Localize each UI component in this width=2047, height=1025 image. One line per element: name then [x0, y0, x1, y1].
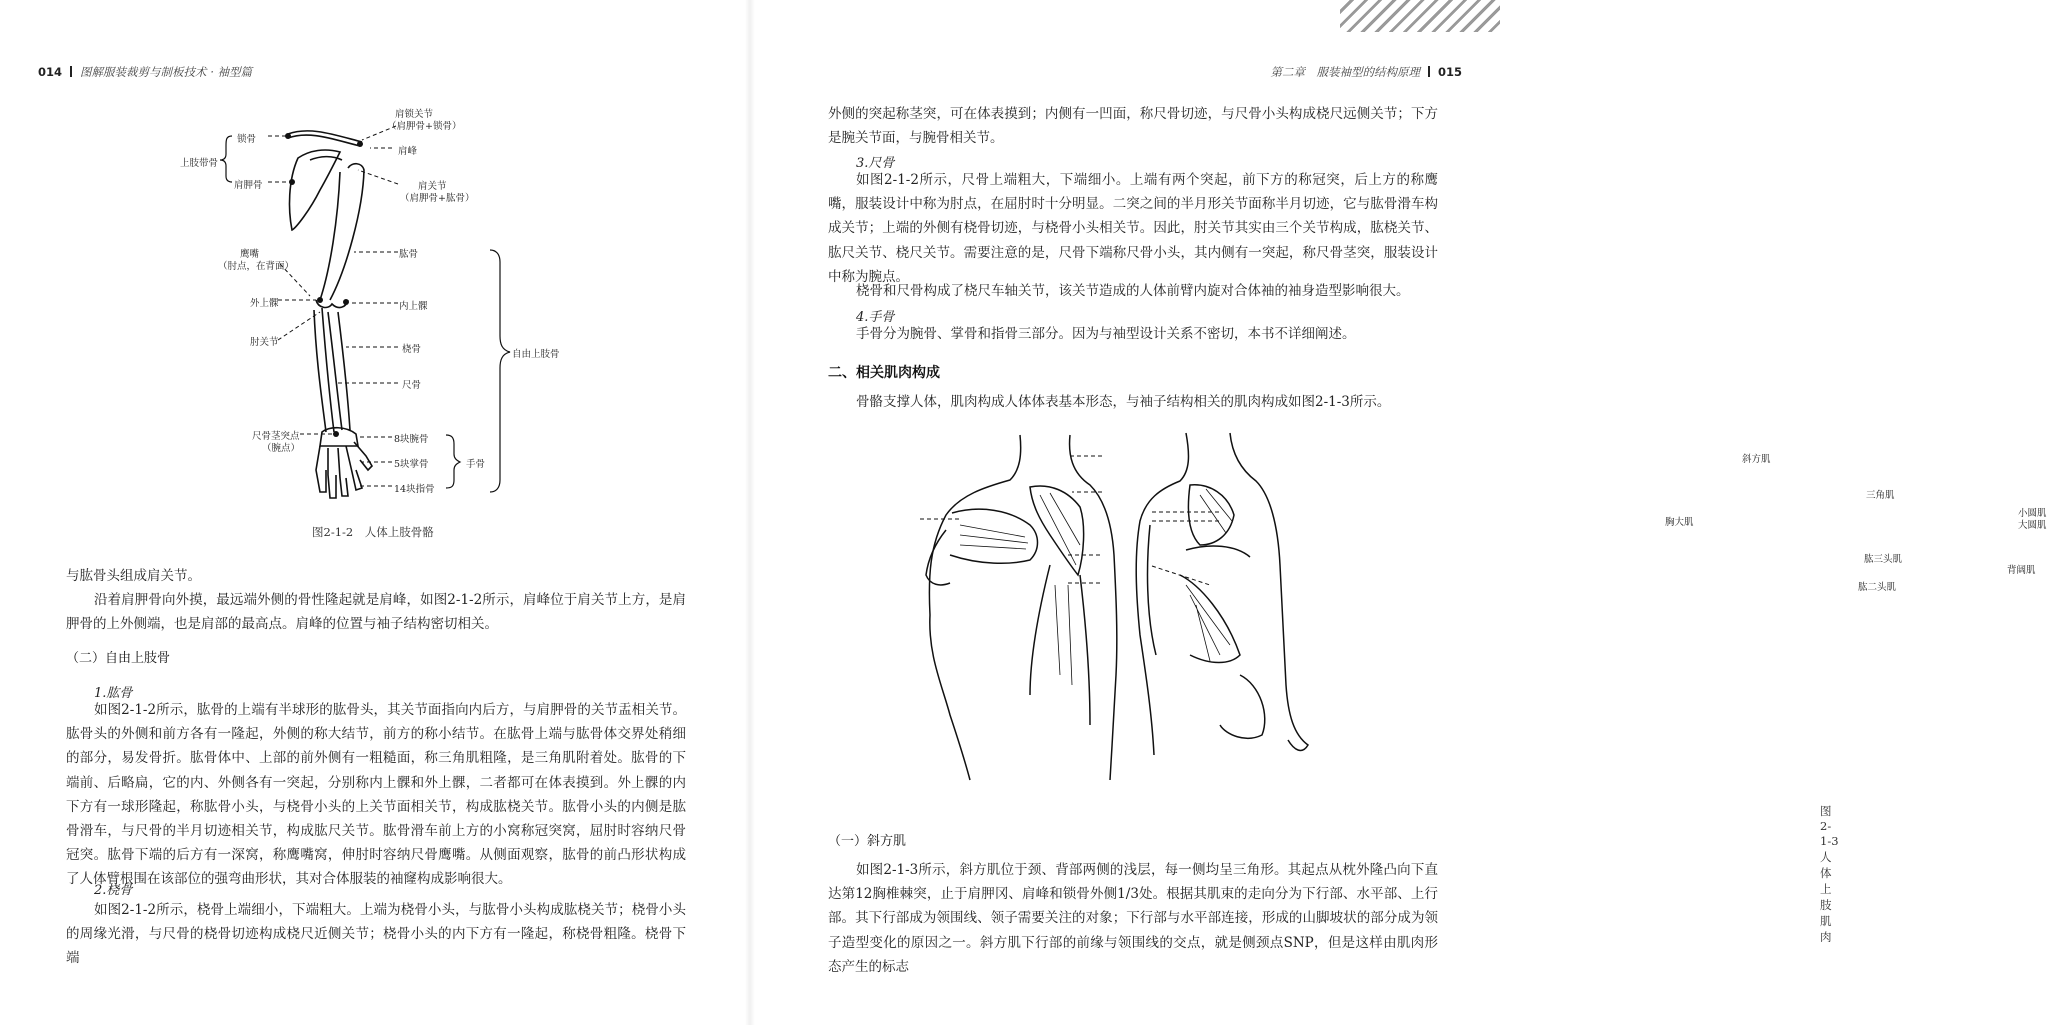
paragraph: 桡骨和尺骨构成了桡尺车轴关节，该关节造成的人体前臂内旋对合体袖的袖身造型影响很大。 — [856, 283, 1410, 299]
paragraph: 如图2-1-2所示，肱骨的上端有半球形的肱骨头，其关节面指向内后方，与肩胛骨的关节盂相关节。肱骨头的外侧和前方各有一隆起，外侧的称大结节，前方的称小结节。在肱骨上端与肱骨体交界处稍细的部分，易发骨折。肱骨体中、上部的前外侧有一粗糙面，称三角肌粗隆，是三角肌附着处。肱骨的下端前、后略扁，它的内、外侧各有一突起，分别称内上髁和外上髁，二者都可在体表摸到。外上髁的内下方有一球形隆起，称肱骨小头，与桡骨小头的上关节面相关节，构成肱桡关节。肱骨小头的内侧是肱骨滑车，与尺骨的半月切迹相关节，构成肱尺关节。肱骨滑车前上方的小窝称冠突窝，屈肘时容纳尺骨冠突。肱骨下端的后方有一深窝，称鹰嘴窝，伸肘时容纳尺骨鹰嘴。从侧面观察，肱骨的前凸形状构成了人体臂根围在该部位的强弯曲形状，其对合体服装的袖窿构成影响很大。 — [66, 702, 686, 888]
skeleton-drawing — [170, 100, 590, 510]
label-olecranon-sub: （肘点，在背面） — [218, 261, 295, 272]
left-page — [0, 0, 750, 1025]
right-page-number: 015 — [1437, 65, 1462, 79]
label-carpals: 8块腕骨 — [394, 434, 429, 445]
paragraph: 手骨分为腕骨、掌骨和指骨三部分。因为与袖型设计关系不密切，本书不详细阐述。 — [856, 326, 1356, 342]
label-phalanges: 14块指骨 — [394, 484, 435, 495]
label-free-upper-limb: 自由上肢骨 — [512, 349, 560, 360]
label-radius: 桡骨 — [402, 344, 422, 355]
paragraph: 如图2-1-2所示，桡骨上端细小，下端粗大。上端为桡骨小头，与肱骨小头构成肱桡关节；桡骨小头的周缘光滑，与尺骨的桡骨切迹构成桡尺近侧关节；桡骨小头的内下方有一隆起，称桡骨粗隆。桡骨下端 — [66, 902, 686, 967]
label-upper-girdle: 上肢带骨 — [180, 158, 219, 169]
label-trapezius: 斜方肌 — [1742, 454, 1771, 465]
label-shoulder-joint: 肩锁关节 — [395, 109, 434, 120]
paragraph: 与肱骨头组成肩关节。 — [66, 568, 201, 584]
label-clavicle: 锁骨 — [237, 134, 257, 145]
label-deltoid: 三角肌 — [1866, 490, 1895, 501]
header-divider — [1428, 66, 1430, 77]
right-page-header — [1270, 64, 1462, 80]
label-olecranon: 鹰嘴 — [240, 249, 260, 260]
label-metacarpals: 5块掌骨 — [394, 459, 429, 470]
label-humerus: 肱骨 — [399, 249, 419, 260]
figure-caption-muscles: 图2-1-3 人体上肢肌肉 — [1820, 804, 1851, 944]
label-shoulder-joint-sub: （肩胛骨+锁骨） — [387, 121, 462, 132]
label-elbow-joint: 肘关节 — [250, 337, 279, 348]
label-glenohumeral: 肩关节 — [418, 181, 447, 192]
label-glenohumeral-sub: （肩胛骨+肱骨） — [400, 193, 475, 204]
section-heading-free-upper-limb: （二）自由上肢骨 — [66, 651, 171, 666]
label-biceps: 肱二头肌 — [1858, 582, 1897, 593]
label-acromion: 肩峰 — [398, 146, 418, 157]
label-teres-major: 大圆肌 — [2018, 520, 2047, 531]
chapter-title: 第二章 服装袖型的结构原理 — [1270, 65, 1420, 79]
label-ulnar-styloid-sub: （腕点） — [262, 443, 301, 454]
label-pectoralis: 胸大肌 — [1665, 517, 1694, 528]
header-divider — [70, 66, 72, 77]
right-page — [750, 0, 2047, 1025]
paragraph: 外侧的突起称茎突，可在体表摸到；内侧有一凹面，称尺骨切迹，与尺骨小头构成桡尺远侧关节；下方是腕关节面，与腕骨相关节。 — [828, 106, 1438, 147]
subheading-ulna: 3.尺骨 — [856, 156, 895, 171]
section-heading-muscles: 二、相关肌肉构成 — [828, 365, 940, 381]
label-ulna: 尺骨 — [402, 380, 422, 391]
subheading-radius: 2.桡骨 — [94, 883, 133, 898]
paragraph: 骨骼支撑人体，肌肉构成人体体表基本形态，与袖子结构相关的肌肉构成如图2-1-3所示。 — [856, 394, 1391, 410]
header-hatch-decoration — [1340, 0, 1500, 32]
paragraph: 如图2-1-2所示，尺骨上端粗大，下端细小。上端有两个突起，前下方的称冠突，后上方的称鹰嘴，服装设计中称为肘点，在屈肘时十分明显。二突之间的半月形关节面称半月切迹，它与肱骨滑车构成关节；上端的外侧有桡骨切迹，与桡骨小头相关节。因此，肘关节其实由三个关节构成，肱桡关节、肱尺关节、桡尺关节。需要注意的是，尺骨下端称尺骨小头，其内侧有一突起，称尺骨茎突，服装设计中称为腕点。 — [828, 172, 1438, 285]
label-scapula: 肩胛骨 — [234, 180, 263, 191]
label-ulnar-styloid: 尺骨茎突点 — [252, 431, 300, 442]
muscle-drawing — [890, 425, 1370, 785]
left-page-number: 014 — [38, 65, 63, 79]
paragraph: 沿着肩胛骨向外摸，最远端外侧的骨性隆起就是肩峰，如图2-1-2所示，肩峰位于肩关节上方，是肩胛骨的上外侧端，也是肩部的最高点。肩峰的位置与袖子结构密切相关。 — [66, 592, 686, 633]
label-latissimus: 背阔肌 — [2007, 565, 2036, 576]
label-hand-bones: 手骨 — [466, 459, 486, 470]
label-lateral-epicondyle: 外上髁 — [250, 298, 279, 309]
paragraph: 如图2-1-3所示，斜方肌位于颈、背部两侧的浅层，每一侧均呈三角形。其起点从枕外隆凸向下直达第12胸椎棘突，止于肩胛冈、肩峰和锁骨外侧1/3处。根据其肌束的走向分为下行部、水平部、上行部。其下行部成为领围线、领子需要关注的对象；下行部与水平部连接，形成的山脚坡状的部分成为领子造型变化的原因之一。斜方肌下行部的前缘与领围线的交点，就是侧颈点SNP，但是这样由肌肉形态产生的标志 — [828, 862, 1438, 975]
label-teres-minor: 小圆肌 — [2018, 508, 2047, 519]
label-medial-epicondyle: 内上髁 — [399, 301, 428, 312]
left-page-header — [38, 64, 252, 80]
book-title: 图解服装裁剪与制板技术 · 袖型篇 — [80, 65, 252, 79]
figure-caption-skeleton: 图2-1-2 人体上肢骨骼 — [312, 525, 434, 539]
subsection-heading-trapezius: （一）斜方肌 — [828, 834, 907, 849]
subheading-humerus: 1.肱骨 — [94, 686, 133, 701]
label-triceps: 肱三头肌 — [1864, 554, 1903, 565]
subheading-hand-bones: 4.手骨 — [856, 310, 895, 325]
